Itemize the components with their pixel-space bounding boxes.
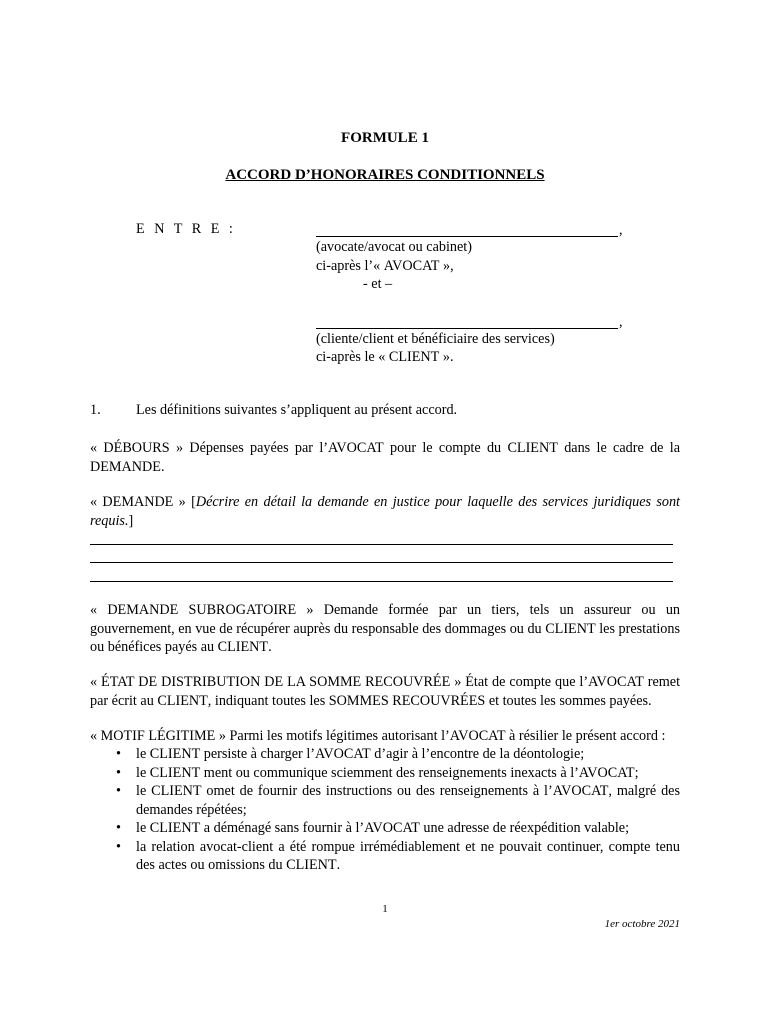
- party1-comma: ,: [619, 222, 623, 238]
- bullet-icon: •: [116, 783, 121, 799]
- term-motif-legitime: MOTIF LÉGITIME: [100, 728, 216, 744]
- motif-bullet-list: [90, 745, 680, 875]
- section-number: 1.: [90, 402, 101, 418]
- definition-motif-legitime: « MOTIF LÉGITIME » Parmi les motifs légitimes autorisant l’AVOCAT à résilier le présent accord :: [90, 728, 666, 744]
- party2-description: (cliente/client et bénéficiaire des services): [316, 331, 555, 347]
- entre-label: E N T R E :: [136, 221, 236, 237]
- party2-comma: ,: [619, 314, 623, 330]
- term-demande: DEMANDE: [102, 494, 174, 510]
- list-item: • la relation avocat-client a été rompue irrémédiablement et ne pouvait continuer, compte tenu des actes ou omissions du CLIENT.: [116, 838, 680, 873]
- party1-alias: ci-après l’« AVOCAT »,: [316, 258, 454, 274]
- list-item: • le CLIENT a déménagé sans fournir à l’AVOCAT une adresse de réexpédition valable;: [116, 820, 630, 836]
- party2-alias: ci-après le « CLIENT ».: [316, 349, 454, 365]
- party2-blank-line: [316, 328, 618, 329]
- term-demande-subrogatoire: DEMANDE SUBROGATOIRE: [107, 602, 297, 618]
- definition-demande-subrogatoire: « DEMANDE SUBROGATOIRE » Demande formée par un tiers, tels un assureur ou un gouvernement, en vue de récupérer auprès du responsable des dommages ou du CLIENT les prestations ou bénéfices payés au CLIENT.: [90, 602, 681, 655]
- list-item: • le CLIENT omet de fournir des instructions ou des renseignements à l’AVOCAT, malgré des demandes répétées;: [116, 783, 680, 818]
- demande-fill-line: [90, 562, 673, 563]
- demande-fill-line: [90, 544, 673, 545]
- bullet-icon: •: [116, 820, 121, 836]
- bullet-icon: •: [116, 746, 121, 762]
- party-separator: - et –: [363, 276, 393, 292]
- bullet-icon: •: [116, 764, 121, 781]
- section-text: Les définitions suivantes s’appliquent au présent accord.: [136, 402, 458, 418]
- document-title: FORMULE 1: [341, 130, 429, 146]
- party1-description: (avocate/avocat ou cabinet): [316, 239, 472, 255]
- page-number: 1: [382, 903, 388, 915]
- term-debours: DÉBOURS: [103, 440, 170, 456]
- definition-etat-distribution: « ÉTAT DE DISTRIBUTION DE LA SOMME RECOUVRÉE » État de compte que l’AVOCAT remet par écrit au CLIENT, indiquant toutes les SOMMES RECOUVRÉES et toutes les sommes payées.: [90, 674, 681, 709]
- list-item: • le CLIENT persiste à charger l’AVOCAT d’agir à l’encontre de la déontologie;: [116, 746, 585, 762]
- document-subtitle: ACCORD D’HONORAIRES CONDITIONNELS: [225, 167, 545, 183]
- list-item: • le CLIENT ment ou communique sciemment des renseignements inexacts à l’AVOCAT;: [116, 764, 639, 781]
- definition-debours: « DÉBOURS » Dépenses payées par l’AVOCAT pour le compte du CLIENT dans le cadre de la DEMANDE.: [90, 440, 680, 475]
- term-etat-distribution: ÉTAT DE DISTRIBUTION DE LA SOMME RECOUVRÉE: [101, 674, 451, 690]
- footer-date: 1er octobre 2021: [604, 918, 680, 930]
- bullet-icon: •: [116, 838, 121, 855]
- demande-fill-line: [90, 581, 673, 582]
- party1-blank-line: [316, 236, 618, 237]
- definition-demande: « DEMANDE » [Décrire en détail la demande en justice pour laquelle des services juridiques sont requis.]: [90, 494, 681, 529]
